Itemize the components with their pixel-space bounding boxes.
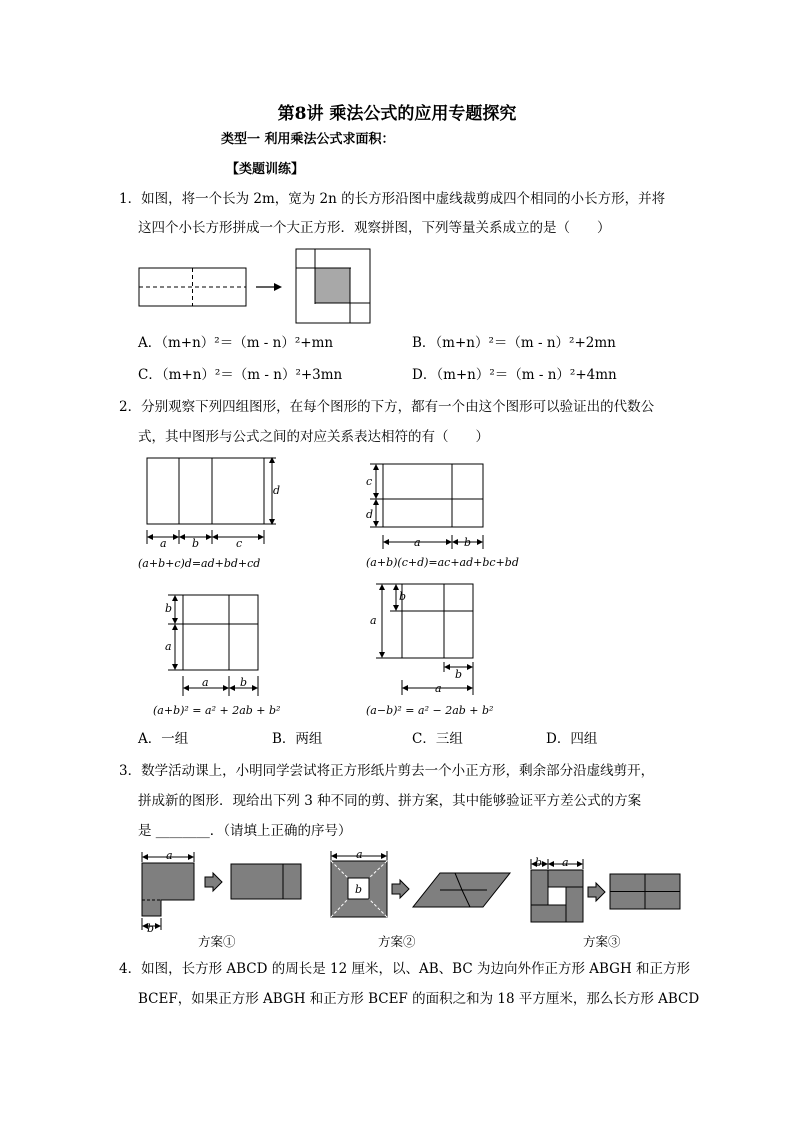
q1-option-b: B．（m+n）²＝（m - n）²+2mn	[412, 335, 616, 351]
q2-fig3-label-b: b	[165, 602, 173, 615]
q1-line1: 1．如图，将一个长为 2m，宽为 2n 的长方形沿图中虚线裁剪成四个相同的小长方形，并将	[119, 191, 666, 207]
q2-fig2-label-b: b	[464, 536, 472, 549]
q2-fig1-label-b: b	[192, 537, 200, 550]
q2-fig4-label-b: b	[399, 590, 407, 603]
q3-plan1-label-b: b	[147, 922, 155, 935]
q3-plan3-figure	[531, 859, 680, 922]
q4-line1: 4．如图，长方形 ABCD 的周长是 12 厘米，以、AB、BC 为边向外作正方形 ABGH 和正方形	[119, 961, 691, 977]
q2-fig4-formula: (a−b)² = a² − 2ab + b²	[366, 704, 494, 717]
q2-fig2-label-c: c	[366, 475, 373, 488]
q2-option-a: A．一组	[138, 731, 189, 747]
q2-fig1-label-a: a	[160, 537, 167, 550]
q4-line2: BCEF，如果正方形 ABGH 和正方形 BCEF 的面积之和为 18 平方厘米，那么长方形 ABCD	[138, 991, 700, 1007]
q2-fig2-formula: (a+b)(c+d)=ac+ad+bc+bd	[366, 556, 519, 569]
q2-fig3-label-a2: a	[202, 676, 209, 689]
q2-option-b: B．两组	[272, 731, 323, 747]
q3-plan2-label-b: b	[355, 883, 363, 896]
q2-fig4-label-a: a	[370, 614, 377, 627]
page-title: 第8讲 乘法公式的应用专题探究	[277, 104, 517, 124]
q2-fig3-formula: (a+b)² = a² + 2ab + b²	[153, 704, 281, 717]
q2-fig4-label-b2: b	[455, 668, 463, 681]
q3-plan1-label-a: a	[166, 849, 173, 862]
q2-fig2-label-d: d	[366, 508, 374, 521]
q2-fig2-label-a: a	[414, 536, 421, 549]
q1-option-c: C．（m+n）²＝（m - n）²+3mn	[138, 367, 343, 383]
q2-option-c: C．三组	[412, 731, 463, 747]
q2-fig3-label-a: a	[165, 640, 172, 653]
q3-plan3-caption: 方案③	[583, 934, 621, 949]
q3-plan1-caption: 方案①	[198, 934, 236, 949]
q2-fig1-label-c: c	[236, 537, 243, 550]
q2-option-d: D．四组	[546, 731, 598, 747]
q1-line2: 这四个小长方形拼成一个大正方形．观察拼图，下列等量关系成立的是（ ）	[138, 220, 611, 236]
q2-fig1-formula: (a+b+c)d=ad+bd+cd	[138, 557, 261, 570]
q3-plan3-label-a: a	[562, 856, 569, 869]
q1-option-d: D．（m+n）²＝（m - n）²+4mn	[412, 367, 617, 383]
q2-line1: 2．分别观察下列四组图形，在每个图形的下方，都有一个由这个图形可以验证出的代数公	[119, 399, 655, 415]
q2-fig1-label-d: d	[273, 484, 281, 497]
q3-plan2-caption: 方案②	[378, 934, 416, 949]
q3-plan1-figure	[142, 852, 301, 930]
q3-line1: 3．数学活动课上，小明同学尝试将正方形纸片剪去一个小正方形，剩余部分沿虚线剪开，	[119, 763, 655, 779]
q2-fig4-label-a2: a	[435, 682, 442, 695]
q3-line3: 是 ________．（请填上正确的序号）	[138, 823, 352, 839]
section-heading: 类型一 利用乘法公式求面积：	[221, 132, 395, 147]
training-heading: 【类题训练】	[226, 162, 305, 177]
q2-fig3-label-b2: b	[240, 676, 248, 689]
q3-line2: 拼成新的图形．现给出下列 3 种不同的剪、拼方案，其中能够验证平方差公式的方案	[138, 793, 642, 809]
q2-line2: 式，其中图形与公式之间的对应关系表达相符的有（ ）	[138, 429, 489, 445]
q3-plan2-label-a: a	[356, 848, 363, 861]
q3-plan3-label-b: b	[535, 856, 543, 869]
q1-option-a: A．（m+n）²＝（m - n）²+mn	[138, 335, 334, 351]
